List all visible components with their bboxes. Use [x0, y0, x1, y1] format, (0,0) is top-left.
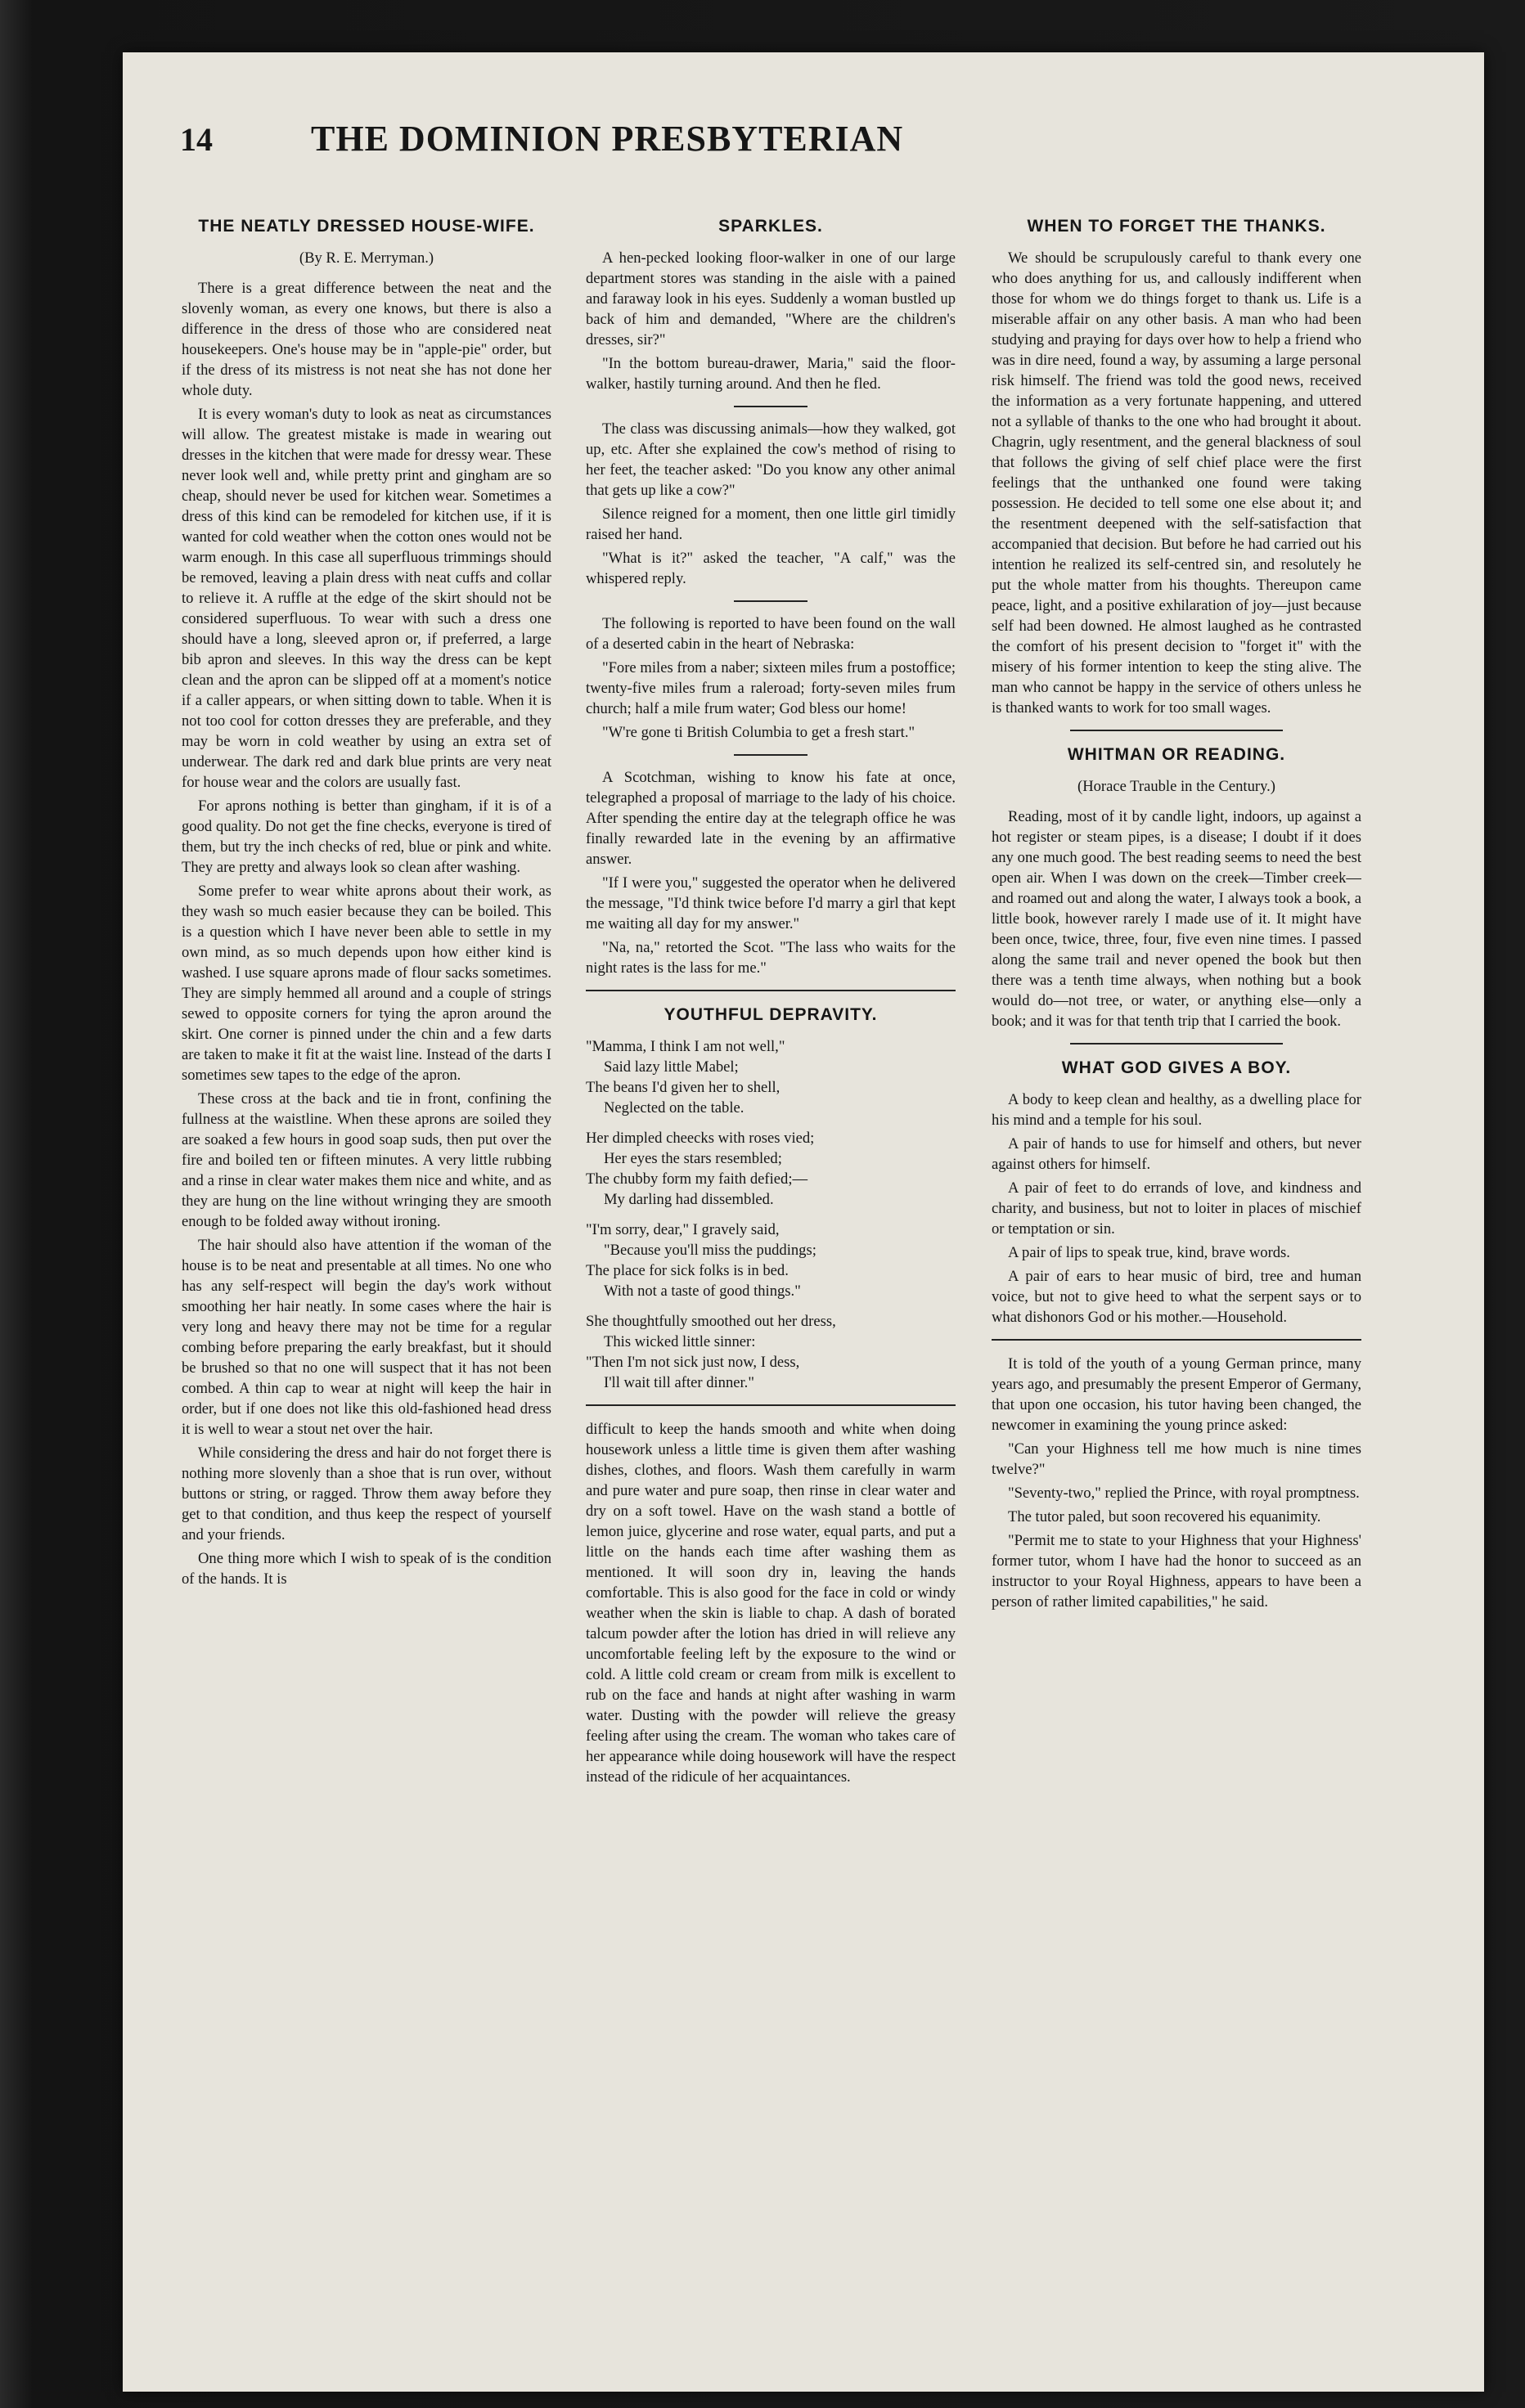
anecdote-paragraph: "Na, na," retorted the Scot. "The lass who waits for the night rates is the lass for me."	[586, 939, 956, 977]
article-byline: (By R. E. Merryman.)	[299, 249, 434, 267]
anecdote-paragraph: Silence reigned for a moment, then one little girl timidly raised her hand.	[586, 505, 956, 543]
paragraph: "Seventy-two," replied the Prince, with royal promptness.	[1008, 1485, 1360, 1502]
paragraph: While considering the dress and hair do not forget there is nothing more slovenly than a shoe that is run over, without buttons or string, or ragged. Throw them away before they get to that condition, and thus keep the respect of yourself and your friends.	[182, 1444, 551, 1543]
poem-line: She thoughtfully smoothed out her dress,	[586, 1313, 836, 1330]
paragraph: A pair of ears to hear music of bird, tree and human voice, but not to give heed to what the serpent says or to what dishonors God or his mother.—Household.	[992, 1268, 1361, 1326]
paragraph: A pair of feet to do errands of love, and kindness and charity, and business, but not to loiter in places of mischief or temptation or sin.	[992, 1179, 1361, 1238]
paragraph: A body to keep clean and healthy, as a dwelling place for his mind and a temple for his soul.	[992, 1091, 1361, 1129]
article-title-thanks: WHEN TO FORGET THE THANKS.	[1027, 217, 1326, 236]
section-divider	[1070, 1043, 1283, 1045]
paragraph: A pair of lips to speak true, kind, brave words.	[1008, 1244, 1290, 1261]
article-title-whitman: WHITMAN OR READING.	[1067, 745, 1286, 764]
poem-line: "Then I'm not sick just now, I dess,	[586, 1354, 800, 1371]
poem-line: The chubby form my faith defied;—	[586, 1170, 808, 1188]
page-number: 14	[180, 121, 213, 158]
divider	[734, 600, 807, 602]
article-title-housewife: THE NEATLY DRESSED HOUSE-WIFE.	[198, 217, 535, 236]
anecdote-paragraph: A Scotchman, wishing to know his fate at once, telegraphed a proposal of marriage to the lady of his choice. After spending the entire day at the telegraph office he was finally rewarded late in the evening by an affirmative answer.	[586, 769, 956, 868]
anecdote-paragraph: "What is it?" asked the teacher, "A calf," was the whispered reply.	[586, 550, 956, 587]
paragraph: We should be scrupulously careful to thank every one who does anything for us, and callously indifferent when those for whom we do things forget to thank us. Life is a miserable affair on any other basis. A man who had been studying and praying for days over how to help a friend who was in dire need, found a way, by assuming a large personal risk himself. The friend was told the good news, received the information as a very fortunate happening, and uttered not a syllable of thanks to the one who had brought it about. Chagrin, ugly resentment, and the general blackness of soul that follows the giving of self chief place were the first feelings that the unthanked one found were taking possession. He decided to tell some one else about it; and the resentment deepened with the self-satisfaction that accompanied that decision. But before he had carried out his intention he realized its self-centred sin, and resolutely he put the whole matter from his thoughts. Thereupon came peace, light, and a positive exhilaration of joy—just because self had been downed. He almost laughed as he contrasted the comfort of his present decision to "forget it" with the misery of his former intention to keep the sting alive. The man who cannot be happy in the service of others unless he is thanked wants to work for too small wages.	[992, 249, 1361, 717]
anecdote-paragraph: The following is reported to have been found on the wall of a deserted cabin in the heart of Nebraska:	[586, 615, 956, 653]
poem-line: "Because you'll miss the puddings;	[604, 1242, 816, 1259]
anecdote-paragraph: "In the bottom bureau-drawer, Maria," said the floor-walker, hastily turning around. And then he fled.	[586, 355, 956, 393]
poem-line: Said lazy little Mabel;	[604, 1058, 739, 1076]
paragraph: The tutor paled, but soon recovered his equanimity.	[1008, 1508, 1321, 1525]
paragraph: It is told of the youth of a young German prince, many years ago, and presumably the present Emperor of Germany, that upon one occasion, his tutor having been changed, the newcomer in examining the young prince asked:	[992, 1355, 1361, 1434]
page-header	[180, 118, 1121, 175]
poem-line: I'll wait till after dinner."	[604, 1374, 754, 1391]
paragraph: Some prefer to wear white aprons about their work, as they wash so much easier because they can be boiled. This is a question which I have never been able to settle in my own mind, as so much depends upon how either kind is washed. I use square aprons made of flour sacks sometimes. They are simply hemmed all around and a couple of strings sewed to opposite corners for tying the apron around the skirt. One corner is pinned under the chin and a few darts are taken to make it fit at the waist line. Instead of the darts I sometimes sew tapes to the edge of the apron.	[182, 883, 551, 1084]
poem	[586, 1036, 956, 1393]
paragraph: A pair of hands to use for himself and others, but never against others for himself.	[992, 1135, 1361, 1173]
paragraph: It is every woman's duty to look as neat as circumstances will allow. The greatest mistake is made in wearing out dresses in the kitchen that were made for dressy wear. These never look well and, while pretty print and gingham are so cheap, should never be used for kitchen wear. Sometimes a dress of this kind can be remodeled for kitchen use, if it is wanted for cold weather when the cotton ones would not be warm enough. In this case all superfluous trimmings should be removed, leaving a plain dress with neat cuffs and collar to relieve it. A ruffle at the edge of the skirt should not be considered superfluous. To wear with such a dress one should have a long, sleeved apron or, if preferred, a large bib apron and sleeves. In this way the dress can be kept clean and the apron can be slipped off at a moment's notice if a caller appears, or when sitting down to table. When it is not too cool for cotton dresses they are preferable, and they may be worn in cold weather by using an extra set of underwear. The dark red and dark blue prints are very neat for house wear and the colors are usually fast.	[182, 406, 551, 791]
section-title-sparkles: SPARKLES.	[718, 217, 823, 236]
paragraph: "Can your Highness tell me how much is nine times twelve?"	[992, 1440, 1361, 1478]
poem-line: "Mamma, I think I am not well,"	[586, 1038, 785, 1055]
poem-line: With not a taste of good things."	[604, 1283, 801, 1300]
anecdote-paragraph: "W're gone ti British Columbia to get a fresh start."	[602, 724, 915, 741]
article-title-boy: WHAT GOD GIVES A BOY.	[1061, 1058, 1292, 1077]
section-title-depravity: YOUTHFUL DEPRAVITY.	[664, 1005, 878, 1024]
poem-line: My darling had dissembled.	[604, 1191, 774, 1208]
paragraph: "Permit me to state to your Highness that your Highness' former tutor, whom I have had the honor to succeed as an instructor to your Royal Highness, appears to have been a person of rather limited capabilities," he said.	[992, 1532, 1361, 1611]
section-divider	[586, 1404, 956, 1406]
section-divider	[1070, 730, 1283, 731]
masthead-title: THE DOMINION PRESBYTERIAN	[311, 119, 904, 159]
paragraph: The hair should also have attention if the woman of the house is to be neat and presentable at all times. No one who has any self-respect will begin the day's work without smoothing her hair neatly. In some cases where the hair is very long and heavy there may not be time for a regular combing before preparing the early breakfast, but it should be brushed so that no one will suspect that it has not been combed. A thin cap to wear at night will keep the hair in order, but if one does not like this old-fashioned head dress it is well to wear a stout net over the hair.	[182, 1237, 551, 1438]
divider	[734, 754, 807, 756]
paragraph: There is a great difference between the neat and the slovenly woman, as every one knows, but there is also a difference in the dress of those who are considered neat housekeepers. One's house may be in "apple-pie" order, but if the dress of its mistress is not neat she has not done her whole duty.	[182, 280, 551, 399]
newspaper-page	[123, 52, 1484, 2392]
section-divider	[992, 1339, 1361, 1341]
anecdote-paragraph: The class was discussing animals—how they walked, got up, etc. After she explained the cow's method of rising to her feet, the teacher asked: "Do you know any other animal that gets up like a cow?"	[586, 420, 956, 499]
article-byline: (Horace Trauble in the Century.)	[1077, 778, 1275, 795]
paragraph: One thing more which I wish to speak of is the condition of the hands. It is	[182, 1550, 551, 1588]
anecdote-paragraph: "Fore miles from a naber; sixteen miles frum a postoffice; twenty-five miles frum a raleroad; forty-seven miles frum church; half a mile frum water; God bless our home!	[586, 659, 956, 717]
continued-paragraph: difficult to keep the hands smooth and white when doing housework unless a little time is given them after washing dishes, clothes, and floors. Wash them carefully in warm and pure water and pure soap, then rinse in clear water and dry on a soft towel. Have on the wash stand a bottle of lemon juice, glycerine and rose water, equal parts, and put a little on the hands each time after washing them as mentioned. It will soon dry in, leaving the hands comfortable. This is also good for the face in cold or windy weather when the skin is liable to chap. A dash of borated talcum powder after the lotion has dried in will relieve any uncomfortable feeling left by the exposure to the wind or cold. A little cold cream or cream from milk is excellent to rub on the face and hands at night after washing in warm water. Dusting with the powder will relieve the greasy feeling after using the cream. The woman who takes care of her appearance while doing housework will have the respect instead of the ridicule of her acquaintances.	[586, 1421, 956, 1786]
poem-line: The beans I'd given her to shell,	[586, 1079, 780, 1096]
divider	[734, 406, 807, 407]
poem-line: "I'm sorry, dear," I gravely said,	[586, 1221, 780, 1238]
anecdote-paragraph: "If I were you," suggested the operator when he delivered the message, "I'd think twice before I'd marry a girl that kept me waiting all day for my answer."	[586, 874, 956, 932]
column-1	[182, 216, 551, 2261]
poem-line: Her dimpled cheecks with roses vied;	[586, 1130, 815, 1147]
paragraph: These cross at the back and tie in front, confining the fullness at the waistline. When these aprons are soiled they are soaked a few hours in good soap suds, then put over the fire and boiled ten or fifteen minutes. A very little rubbing and a rinse in clear water makes them nice and white, and as they are hung on the line without wringing they are smooth enough to be folded away without ironing.	[182, 1090, 551, 1230]
paragraph: Reading, most of it by candle light, indoors, up against a hot register or steam pipes, is a disease; I doubt if it does any one much good. The best reading seems to need the best open air. When I was down on the creek—Timber creek—and roamed out and along the water, I always took a book, a little book, however rarely I made use of it. It might have been once, twice, three, four, five even nine times. I passed along the same trail and never opened the book but then there was a tenth time always, when nothing but a book would do—not tree, or water, or anything else—only a book; and it was for that tenth trip that I carried the book.	[992, 808, 1361, 1030]
poem-line: Her eyes the stars resembled;	[604, 1150, 782, 1167]
poem-line: The place for sick folks is in bed.	[586, 1262, 789, 1279]
poem-line: Neglected on the table.	[604, 1099, 745, 1116]
section-divider	[586, 990, 956, 991]
column-2	[586, 216, 956, 2261]
anecdote-paragraph: A hen-pecked looking floor-walker in one of our large department stores was standing in the aisle with a pained and faraway look in his eyes. Suddenly a woman bustled up back of him and demanded, "Where are the children's dresses, sir?"	[586, 249, 956, 348]
column-3	[992, 216, 1361, 2261]
paragraph: For aprons nothing is better than gingham, if it is of a good quality. Do not get the fine checks, everyone is tired of them, but try the inch checks of red, blue or pink and white. They are pretty and always look so clean after washing.	[182, 797, 551, 876]
poem-line: This wicked little sinner:	[604, 1333, 756, 1350]
